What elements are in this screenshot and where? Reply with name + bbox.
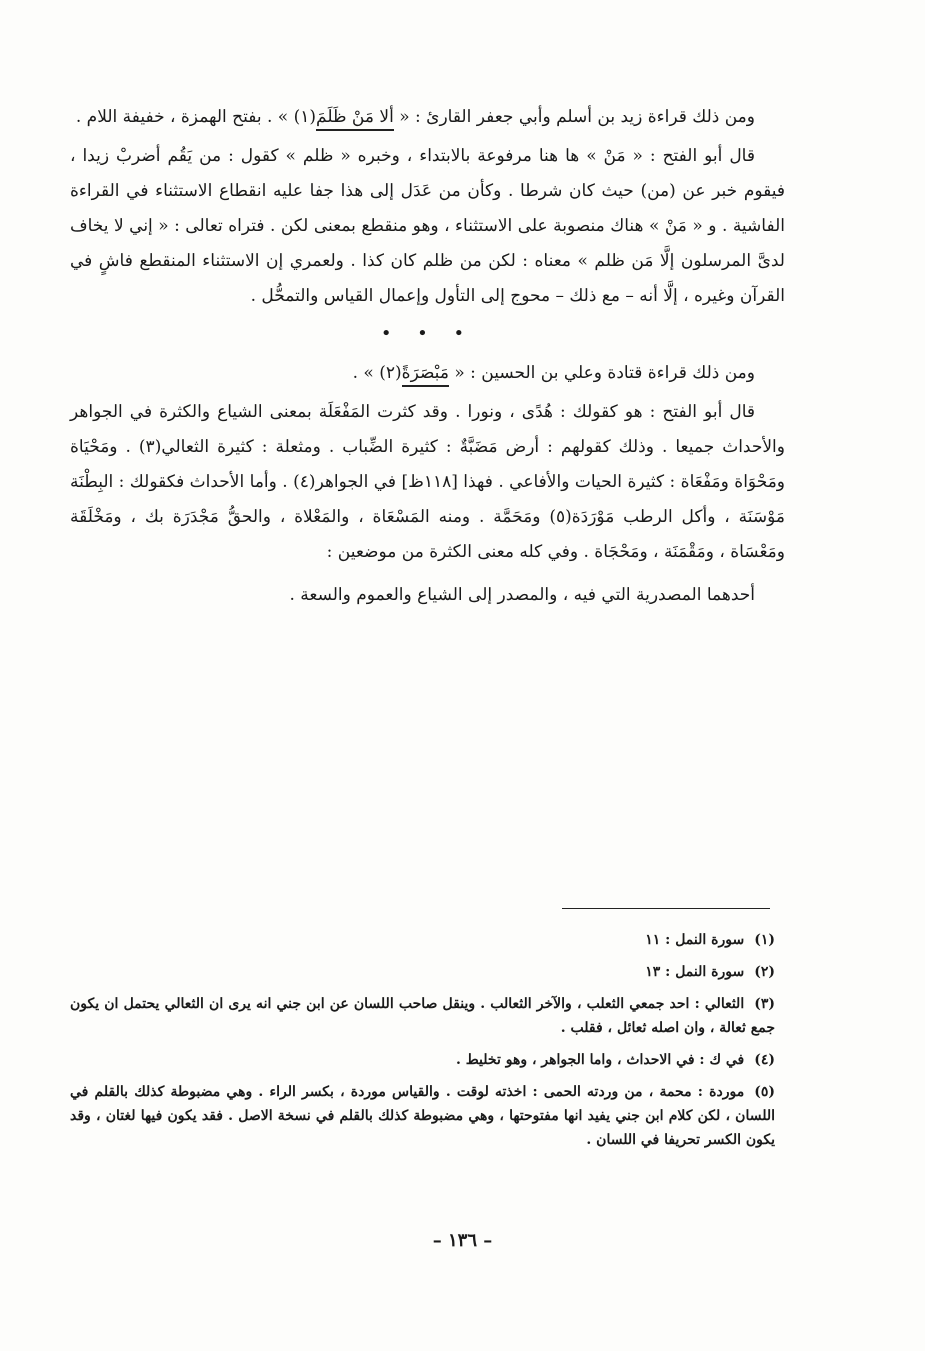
footnote-5 [70, 1080, 775, 1152]
p1-before: ومن ذلك قراءة زيد بن أسلم وأبي جعفر القارئ : « [393, 107, 755, 127]
paragraph-1 [70, 100, 785, 135]
p4-note-ref-4: (٤) [293, 472, 316, 492]
footnote-text: سورة النمل : ١٣ [645, 964, 745, 980]
footnote-number: (١) [754, 932, 775, 948]
main-text [70, 100, 785, 613]
p1-quoted-reading: ألا مَنْ ظَلَمَ [316, 107, 394, 131]
p2-text: قال أبو الفتح : « مَنْ » ها هنا مرفوعة بالابتداء ، وخبره « ظلم » كقول : من يَقُم أضربْ زيدا ، فيقوم خبر عن (من) حيث كان شرطا . وكأن من عَدَل إلى هذا جفا عليه انقطاع الاستثناء في القراءة الفاشية . و « مَنْ » هناك منصوبة على الاستثناء ، وهو منقطع بمعنى لكن . فتراه تعالى : « إني لا يخاف لدىَّ المرسلون إلَّا مَن ظلم » معناه : لكن من ظلم كان كذا . ولعمري إن الاستثناء المنقطع فاشٍ في القرآن وغيره ، إلَّا أنه – مع ذلك – محوج إلى التأول وإعمال القياس والتمحُّل . [70, 146, 785, 306]
p4-note-ref-5: (٥) [549, 507, 572, 527]
p4-text-c: . وأما الأحداث فكقولك : البِطْنَة مَوْسَنَة ، وأكل الرطب مَوْرَدَة [70, 472, 785, 527]
footnote-number: (٤) [754, 1052, 775, 1068]
p4-text-d: ومَحَمَّة . ومنه المَسْعَاة ، والمَعْلاة ، والحقُّ مَجْدَرَة بك ، ومَخْلَقَة ومَعْسَاة ، ومَقْمَنَة ، ومَحْجَاة . وفي كله معنى الكثرة من موضعين : [70, 507, 785, 562]
p3-after: » . [352, 363, 380, 383]
footnote-text: الثعالي : احد جمعي الثعلب ، والآخر الثعالب . وينقل صاحب اللسان عن ابن جني انه يرى ان الثعالي يحتمل ان يكون جمع ثعالة ، وان اصله ثعائل ، فقلب . [70, 996, 775, 1036]
footnotes [70, 928, 775, 1160]
p3-quoted-reading: مَبْصَرَةً [402, 363, 449, 387]
footnote-text: موردة : محمة ، من وردته الحمى : اخذته لوقت . والقياس موردة ، بكسر الراء . وهي مضبوطة كذلك بالقلم في اللسان ، لكن كلام ابن جني يفيد انها مفتوحتها ، وهي مضبوطة كذلك بالقلم في نسخة الاصل . فقد يكون فيها لغتان ، وقد يكون الكسر تحريفا في اللسان . [70, 1084, 775, 1148]
p4-text-b: . ومَحْيَاة ومَحْوَاة ومَفْعَاة : كثيرة الحيات والأفاعي . فهذا [١١٨ظ] في الجواهر [70, 437, 786, 492]
footnote-number: (٢) [754, 964, 775, 980]
footnote-2 [70, 960, 775, 984]
p4-text-a: قال أبو الفتح : هو كقولك : هُدًى ، ونورا . وقد كثرت المَفْعَلَة بمعنى الشياع والكثرة في الجواهر والأحداث جميعا . وذلك كقولهم : أرض مَضَبَّةٌ : كثيرة الضِّباب . ومثعلة : كثيرة الثعالي [70, 402, 785, 457]
paragraph-2 [70, 139, 785, 314]
footnote-text: في ك : في الاحداث ، واما الجواهر ، وهو تخليط . [456, 1052, 745, 1068]
p4-note-ref-3: (٣) [138, 437, 162, 457]
paragraph-3 [70, 356, 785, 391]
p3-note-ref: (٢) [379, 363, 402, 383]
footnote-number: (٥) [754, 1084, 775, 1100]
footnote-3 [70, 992, 775, 1040]
p5-text: أحدهما المصدرية التي فيه ، والمصدر إلى الشياع والعموم والسعة . [289, 585, 755, 605]
footnote-number: (٣) [754, 996, 775, 1012]
footnote-1 [70, 928, 775, 952]
p1-after: » . بفتح الهمزة ، خفيفة اللام . [75, 107, 294, 127]
paragraph-5 [70, 578, 785, 613]
page-number: – ١٣٦ – [432, 1230, 493, 1251]
p3-before: ومن ذلك قراءة قتادة وعلي بن الحسين : « [448, 363, 755, 383]
footnote-text: سورة النمل : ١١ [645, 932, 745, 948]
p1-note-ref: (١) [293, 107, 317, 127]
paragraph-4 [70, 395, 785, 570]
section-separator: • • • [380, 323, 475, 344]
footnote-4 [70, 1048, 775, 1072]
footnote-separator-rule [562, 908, 770, 909]
